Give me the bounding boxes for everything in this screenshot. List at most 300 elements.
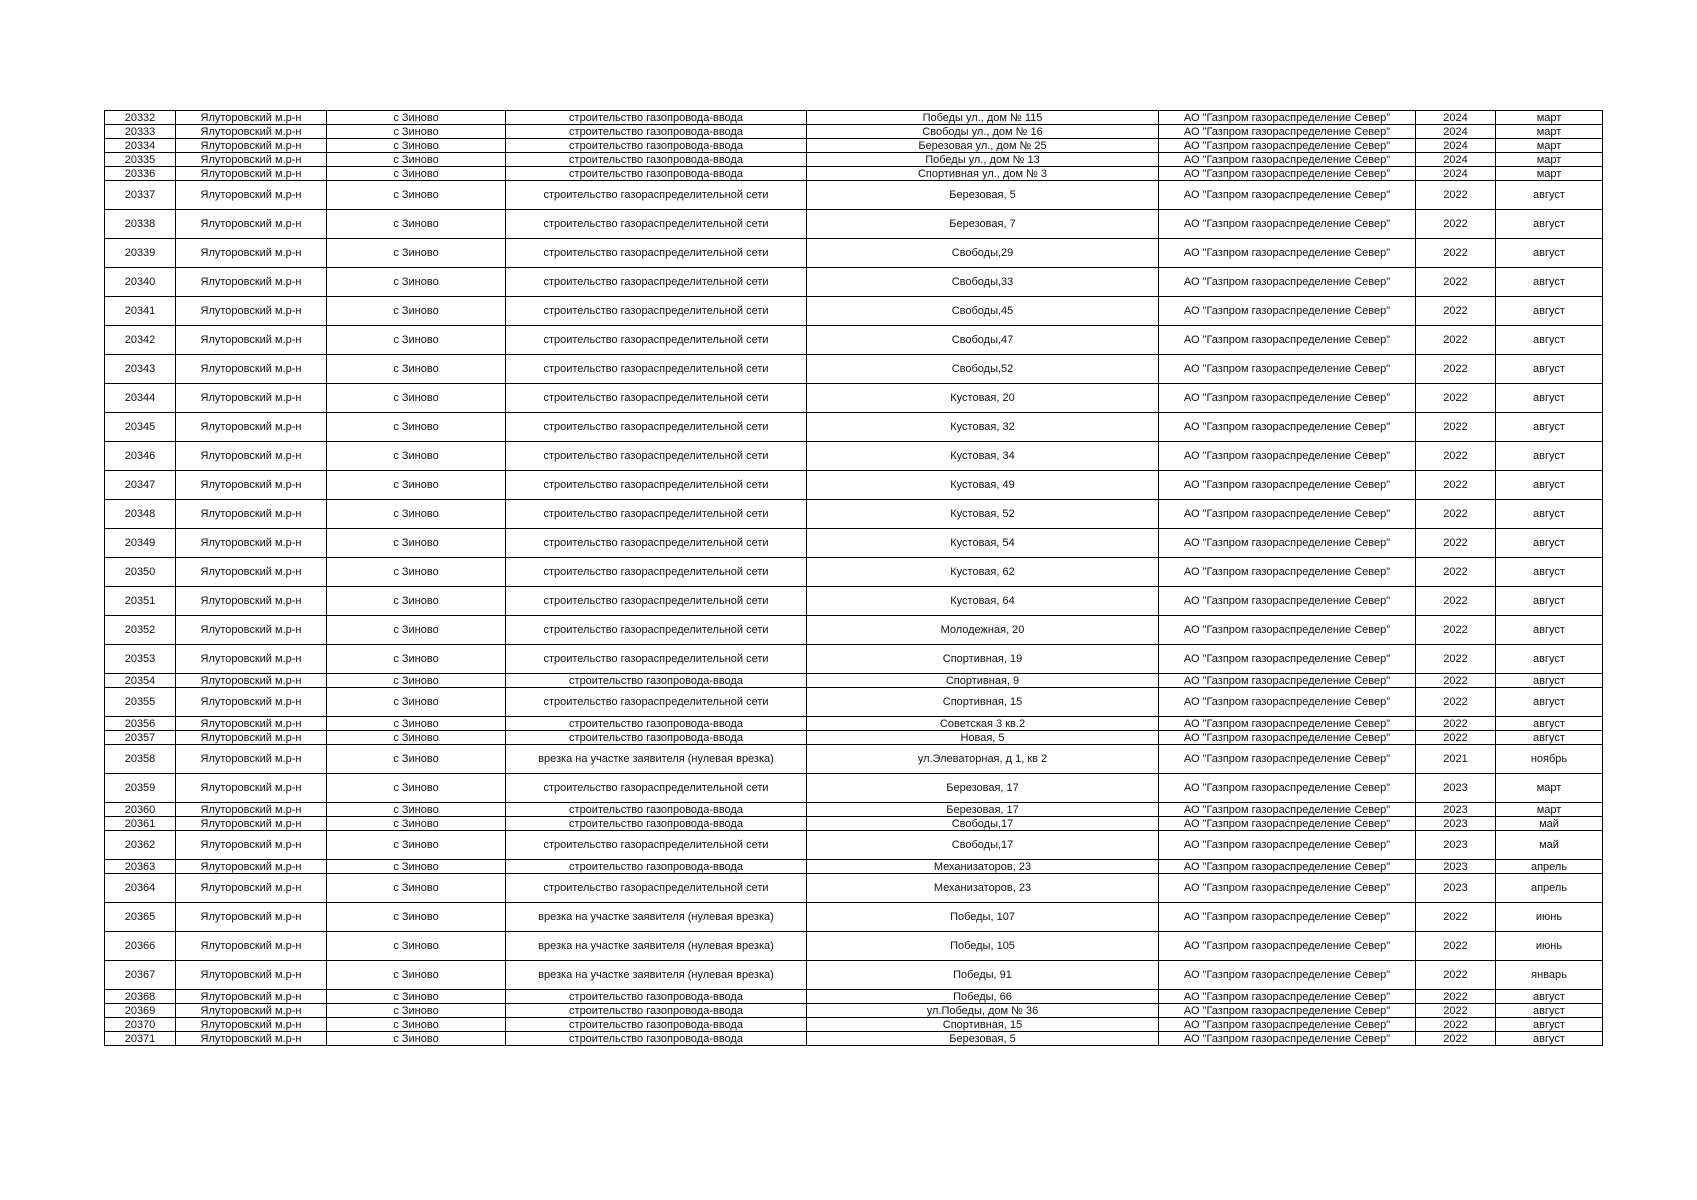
work-type-cell: строительство газораспределительной сети [506, 616, 807, 645]
work-type-cell: строительство газораспределительной сети [506, 326, 807, 355]
month-cell: март [1496, 125, 1603, 139]
locality-cell: с Зиново [327, 210, 506, 239]
record-id-cell: 20337 [105, 181, 176, 210]
locality-cell: с Зиново [327, 167, 506, 181]
address-cell: Новая, 5 [807, 731, 1159, 745]
locality-cell: с Зиново [327, 1018, 506, 1032]
work-type-cell: строительство газопровода-ввода [506, 803, 807, 817]
work-type-cell: строительство газораспределительной сети [506, 297, 807, 326]
district-cell: Ялуторовский м.р-н [176, 616, 327, 645]
month-cell: август [1496, 587, 1603, 616]
month-cell: август [1496, 1032, 1603, 1046]
district-cell: Ялуторовский м.р-н [176, 268, 327, 297]
organization-cell: АО "Газпром газораспределение Север" [1159, 587, 1416, 616]
address-cell: Победы, 91 [807, 961, 1159, 990]
locality-cell: с Зиново [327, 745, 506, 774]
locality-cell: с Зиново [327, 990, 506, 1004]
address-cell: Свободы,29 [807, 239, 1159, 268]
address-cell: Кустовая, 62 [807, 558, 1159, 587]
table-row [105, 384, 1603, 413]
work-type-cell: строительство газораспределительной сети [506, 500, 807, 529]
year-cell: 2022 [1416, 717, 1496, 731]
year-cell: 2022 [1416, 297, 1496, 326]
table-row [105, 874, 1603, 903]
table-row [105, 903, 1603, 932]
year-cell: 2022 [1416, 239, 1496, 268]
district-cell: Ялуторовский м.р-н [176, 326, 327, 355]
month-cell: август [1496, 181, 1603, 210]
month-cell: март [1496, 153, 1603, 167]
organization-cell: АО "Газпром газораспределение Север" [1159, 111, 1416, 125]
year-cell: 2021 [1416, 745, 1496, 774]
district-cell: Ялуторовский м.р-н [176, 831, 327, 860]
locality-cell: с Зиново [327, 674, 506, 688]
locality-cell: с Зиново [327, 803, 506, 817]
table-body [105, 111, 1603, 1046]
organization-cell: АО "Газпром газораспределение Север" [1159, 932, 1416, 961]
year-cell: 2023 [1416, 860, 1496, 874]
year-cell: 2023 [1416, 803, 1496, 817]
registry-table [104, 110, 1603, 1046]
work-type-cell: строительство газопровода-ввода [506, 990, 807, 1004]
table-row [105, 239, 1603, 268]
record-id-cell: 20349 [105, 529, 176, 558]
work-type-cell: строительство газопровода-ввода [506, 153, 807, 167]
work-type-cell: врезка на участке заявителя (нулевая врезка) [506, 745, 807, 774]
address-cell: Спортивная ул., дом № 3 [807, 167, 1159, 181]
district-cell: Ялуторовский м.р-н [176, 731, 327, 745]
address-cell: Победы, 107 [807, 903, 1159, 932]
district-cell: Ялуторовский м.р-н [176, 817, 327, 831]
table-row [105, 1032, 1603, 1046]
year-cell: 2022 [1416, 355, 1496, 384]
table-row [105, 860, 1603, 874]
organization-cell: АО "Газпром газораспределение Север" [1159, 167, 1416, 181]
work-type-cell: строительство газопровода-ввода [506, 860, 807, 874]
month-cell: август [1496, 268, 1603, 297]
year-cell: 2024 [1416, 125, 1496, 139]
record-id-cell: 20357 [105, 731, 176, 745]
work-type-cell: строительство газопровода-ввода [506, 167, 807, 181]
district-cell: Ялуторовский м.р-н [176, 1004, 327, 1018]
organization-cell: АО "Газпром газораспределение Север" [1159, 1032, 1416, 1046]
locality-cell: с Зиново [327, 860, 506, 874]
year-cell: 2022 [1416, 442, 1496, 471]
locality-cell: с Зиново [327, 817, 506, 831]
month-cell: январь [1496, 961, 1603, 990]
table-row [105, 181, 1603, 210]
record-id-cell: 20364 [105, 874, 176, 903]
table-row [105, 1004, 1603, 1018]
organization-cell: АО "Газпром газораспределение Север" [1159, 153, 1416, 167]
district-cell: Ялуторовский м.р-н [176, 125, 327, 139]
work-type-cell: строительство газораспределительной сети [506, 645, 807, 674]
record-id-cell: 20338 [105, 210, 176, 239]
record-id-cell: 20353 [105, 645, 176, 674]
month-cell: август [1496, 442, 1603, 471]
record-id-cell: 20370 [105, 1018, 176, 1032]
month-cell: август [1496, 645, 1603, 674]
address-cell: Победы, 105 [807, 932, 1159, 961]
year-cell: 2022 [1416, 500, 1496, 529]
work-type-cell: строительство газораспределительной сети [506, 442, 807, 471]
record-id-cell: 20347 [105, 471, 176, 500]
organization-cell: АО "Газпром газораспределение Север" [1159, 961, 1416, 990]
organization-cell: АО "Газпром газораспределение Север" [1159, 731, 1416, 745]
locality-cell: с Зиново [327, 111, 506, 125]
locality-cell: с Зиново [327, 239, 506, 268]
locality-cell: с Зиново [327, 268, 506, 297]
table-row [105, 587, 1603, 616]
organization-cell: АО "Газпром газораспределение Север" [1159, 181, 1416, 210]
address-cell: Кустовая, 20 [807, 384, 1159, 413]
district-cell: Ялуторовский м.р-н [176, 442, 327, 471]
address-cell: Свободы,17 [807, 831, 1159, 860]
work-type-cell: строительство газопровода-ввода [506, 674, 807, 688]
month-cell: август [1496, 239, 1603, 268]
record-id-cell: 20335 [105, 153, 176, 167]
year-cell: 2022 [1416, 645, 1496, 674]
work-type-cell: строительство газораспределительной сети [506, 587, 807, 616]
month-cell: ноябрь [1496, 745, 1603, 774]
record-id-cell: 20348 [105, 500, 176, 529]
locality-cell: с Зиново [327, 731, 506, 745]
locality-cell: с Зиново [327, 442, 506, 471]
locality-cell: с Зиново [327, 153, 506, 167]
year-cell: 2022 [1416, 326, 1496, 355]
record-id-cell: 20358 [105, 745, 176, 774]
address-cell: Свободы,17 [807, 817, 1159, 831]
record-id-cell: 20334 [105, 139, 176, 153]
year-cell: 2022 [1416, 674, 1496, 688]
address-cell: Свободы,33 [807, 268, 1159, 297]
work-type-cell: строительство газораспределительной сети [506, 688, 807, 717]
record-id-cell: 20369 [105, 1004, 176, 1018]
month-cell: март [1496, 111, 1603, 125]
month-cell: март [1496, 774, 1603, 803]
district-cell: Ялуторовский м.р-н [176, 587, 327, 616]
organization-cell: АО "Газпром газораспределение Север" [1159, 355, 1416, 384]
district-cell: Ялуторовский м.р-н [176, 181, 327, 210]
address-cell: Березовая, 17 [807, 803, 1159, 817]
address-cell: Березовая, 5 [807, 181, 1159, 210]
record-id-cell: 20345 [105, 413, 176, 442]
month-cell: август [1496, 558, 1603, 587]
locality-cell: с Зиново [327, 326, 506, 355]
address-cell: Березовая ул., дом № 25 [807, 139, 1159, 153]
work-type-cell: врезка на участке заявителя (нулевая врезка) [506, 932, 807, 961]
work-type-cell: строительство газораспределительной сети [506, 774, 807, 803]
organization-cell: АО "Газпром газораспределение Север" [1159, 903, 1416, 932]
organization-cell: АО "Газпром газораспределение Север" [1159, 471, 1416, 500]
record-id-cell: 20368 [105, 990, 176, 1004]
work-type-cell: строительство газопровода-ввода [506, 1032, 807, 1046]
work-type-cell: строительство газопровода-ввода [506, 731, 807, 745]
address-cell: Кустовая, 32 [807, 413, 1159, 442]
month-cell: август [1496, 1018, 1603, 1032]
year-cell: 2022 [1416, 268, 1496, 297]
organization-cell: АО "Газпром газораспределение Север" [1159, 326, 1416, 355]
locality-cell: с Зиново [327, 587, 506, 616]
locality-cell: с Зиново [327, 1004, 506, 1018]
locality-cell: с Зиново [327, 717, 506, 731]
locality-cell: с Зиново [327, 529, 506, 558]
organization-cell: АО "Газпром газораспределение Север" [1159, 774, 1416, 803]
year-cell: 2023 [1416, 831, 1496, 860]
work-type-cell: строительство газопровода-ввода [506, 125, 807, 139]
record-id-cell: 20356 [105, 717, 176, 731]
address-cell: Березовая, 5 [807, 1032, 1159, 1046]
locality-cell: с Зиново [327, 558, 506, 587]
table-row [105, 745, 1603, 774]
district-cell: Ялуторовский м.р-н [176, 688, 327, 717]
locality-cell: с Зиново [327, 874, 506, 903]
record-id-cell: 20336 [105, 167, 176, 181]
table-row [105, 297, 1603, 326]
month-cell: август [1496, 413, 1603, 442]
month-cell: август [1496, 1004, 1603, 1018]
table-row [105, 153, 1603, 167]
work-type-cell: строительство газораспределительной сети [506, 239, 807, 268]
month-cell: август [1496, 731, 1603, 745]
year-cell: 2022 [1416, 210, 1496, 239]
work-type-cell: строительство газопровода-ввода [506, 1018, 807, 1032]
district-cell: Ялуторовский м.р-н [176, 139, 327, 153]
district-cell: Ялуторовский м.р-н [176, 803, 327, 817]
record-id-cell: 20363 [105, 860, 176, 874]
address-cell: Победы ул., дом № 115 [807, 111, 1159, 125]
locality-cell: с Зиново [327, 384, 506, 413]
organization-cell: АО "Газпром газораспределение Север" [1159, 874, 1416, 903]
month-cell: август [1496, 688, 1603, 717]
year-cell: 2022 [1416, 990, 1496, 1004]
table-row [105, 831, 1603, 860]
year-cell: 2022 [1416, 1018, 1496, 1032]
year-cell: 2022 [1416, 903, 1496, 932]
district-cell: Ялуторовский м.р-н [176, 500, 327, 529]
year-cell: 2022 [1416, 932, 1496, 961]
organization-cell: АО "Газпром газораспределение Север" [1159, 239, 1416, 268]
year-cell: 2022 [1416, 1004, 1496, 1018]
locality-cell: с Зиново [327, 139, 506, 153]
work-type-cell: строительство газораспределительной сети [506, 355, 807, 384]
record-id-cell: 20359 [105, 774, 176, 803]
district-cell: Ялуторовский м.р-н [176, 1032, 327, 1046]
district-cell: Ялуторовский м.р-н [176, 239, 327, 268]
organization-cell: АО "Газпром газораспределение Север" [1159, 745, 1416, 774]
year-cell: 2022 [1416, 413, 1496, 442]
work-type-cell: строительство газопровода-ввода [506, 817, 807, 831]
locality-cell: с Зиново [327, 645, 506, 674]
organization-cell: АО "Газпром газораспределение Север" [1159, 268, 1416, 297]
year-cell: 2024 [1416, 111, 1496, 125]
work-type-cell: строительство газораспределительной сети [506, 268, 807, 297]
month-cell: апрель [1496, 860, 1603, 874]
work-type-cell: строительство газораспределительной сети [506, 831, 807, 860]
locality-cell: с Зиново [327, 774, 506, 803]
table-row [105, 990, 1603, 1004]
work-type-cell: строительство газораспределительной сети [506, 181, 807, 210]
address-cell: Победы, 66 [807, 990, 1159, 1004]
record-id-cell: 20344 [105, 384, 176, 413]
year-cell: 2024 [1416, 167, 1496, 181]
table-row [105, 139, 1603, 153]
address-cell: ул.Победы, дом № 36 [807, 1004, 1159, 1018]
record-id-cell: 20350 [105, 558, 176, 587]
table-row [105, 817, 1603, 831]
locality-cell: с Зиново [327, 961, 506, 990]
table-row [105, 355, 1603, 384]
table-row [105, 125, 1603, 139]
month-cell: март [1496, 167, 1603, 181]
address-cell: Кустовая, 49 [807, 471, 1159, 500]
address-cell: Спортивная, 9 [807, 674, 1159, 688]
district-cell: Ялуторовский м.р-н [176, 210, 327, 239]
year-cell: 2024 [1416, 153, 1496, 167]
month-cell: август [1496, 717, 1603, 731]
record-id-cell: 20339 [105, 239, 176, 268]
record-id-cell: 20367 [105, 961, 176, 990]
table-row [105, 932, 1603, 961]
year-cell: 2024 [1416, 139, 1496, 153]
month-cell: апрель [1496, 874, 1603, 903]
month-cell: август [1496, 210, 1603, 239]
address-cell: Механизаторов, 23 [807, 860, 1159, 874]
table-row [105, 645, 1603, 674]
table-row [105, 961, 1603, 990]
record-id-cell: 20355 [105, 688, 176, 717]
year-cell: 2022 [1416, 616, 1496, 645]
record-id-cell: 20360 [105, 803, 176, 817]
locality-cell: с Зиново [327, 500, 506, 529]
district-cell: Ялуторовский м.р-н [176, 111, 327, 125]
month-cell: август [1496, 529, 1603, 558]
district-cell: Ялуторовский м.р-н [176, 674, 327, 688]
organization-cell: АО "Газпром газораспределение Север" [1159, 616, 1416, 645]
month-cell: май [1496, 831, 1603, 860]
table-row [105, 558, 1603, 587]
locality-cell: с Зиново [327, 471, 506, 500]
work-type-cell: строительство газопровода-ввода [506, 1004, 807, 1018]
work-type-cell: врезка на участке заявителя (нулевая врезка) [506, 961, 807, 990]
table-row [105, 167, 1603, 181]
record-id-cell: 20351 [105, 587, 176, 616]
month-cell: август [1496, 674, 1603, 688]
table-row [105, 413, 1603, 442]
address-cell: Победы ул., дом № 13 [807, 153, 1159, 167]
table-row [105, 688, 1603, 717]
month-cell: август [1496, 471, 1603, 500]
district-cell: Ялуторовский м.р-н [176, 471, 327, 500]
table-row [105, 471, 1603, 500]
address-cell: Кустовая, 54 [807, 529, 1159, 558]
district-cell: Ялуторовский м.р-н [176, 558, 327, 587]
address-cell: Свободы,47 [807, 326, 1159, 355]
organization-cell: АО "Газпром газораспределение Север" [1159, 1018, 1416, 1032]
district-cell: Ялуторовский м.р-н [176, 297, 327, 326]
address-cell: Свободы,45 [807, 297, 1159, 326]
address-cell: Кустовая, 52 [807, 500, 1159, 529]
table-row [105, 500, 1603, 529]
organization-cell: АО "Газпром газораспределение Север" [1159, 500, 1416, 529]
work-type-cell: строительство газораспределительной сети [506, 529, 807, 558]
record-id-cell: 20340 [105, 268, 176, 297]
locality-cell: с Зиново [327, 688, 506, 717]
organization-cell: АО "Газпром газораспределение Север" [1159, 831, 1416, 860]
record-id-cell: 20362 [105, 831, 176, 860]
organization-cell: АО "Газпром газораспределение Север" [1159, 558, 1416, 587]
record-id-cell: 20352 [105, 616, 176, 645]
year-cell: 2022 [1416, 558, 1496, 587]
work-type-cell: строительство газораспределительной сети [506, 413, 807, 442]
address-cell: Советская 3 кв.2 [807, 717, 1159, 731]
table-row [105, 529, 1603, 558]
record-id-cell: 20341 [105, 297, 176, 326]
organization-cell: АО "Газпром газораспределение Север" [1159, 803, 1416, 817]
month-cell: май [1496, 817, 1603, 831]
organization-cell: АО "Газпром газораспределение Север" [1159, 210, 1416, 239]
table-row [105, 616, 1603, 645]
month-cell: июнь [1496, 932, 1603, 961]
district-cell: Ялуторовский м.р-н [176, 645, 327, 674]
district-cell: Ялуторовский м.р-н [176, 413, 327, 442]
district-cell: Ялуторовский м.р-н [176, 961, 327, 990]
address-cell: Свободы,52 [807, 355, 1159, 384]
locality-cell: с Зиново [327, 355, 506, 384]
work-type-cell: строительство газопровода-ввода [506, 717, 807, 731]
month-cell: август [1496, 384, 1603, 413]
locality-cell: с Зиново [327, 616, 506, 645]
locality-cell: с Зиново [327, 413, 506, 442]
address-cell: Свободы ул., дом № 16 [807, 125, 1159, 139]
district-cell: Ялуторовский м.р-н [176, 860, 327, 874]
district-cell: Ялуторовский м.р-н [176, 990, 327, 1004]
organization-cell: АО "Газпром газораспределение Север" [1159, 384, 1416, 413]
year-cell: 2023 [1416, 874, 1496, 903]
year-cell: 2022 [1416, 587, 1496, 616]
table-row [105, 210, 1603, 239]
month-cell: март [1496, 139, 1603, 153]
organization-cell: АО "Газпром газораспределение Север" [1159, 442, 1416, 471]
table-row [105, 717, 1603, 731]
year-cell: 2022 [1416, 529, 1496, 558]
district-cell: Ялуторовский м.р-н [176, 153, 327, 167]
work-type-cell: строительство газораспределительной сети [506, 471, 807, 500]
record-id-cell: 20332 [105, 111, 176, 125]
work-type-cell: строительство газораспределительной сети [506, 210, 807, 239]
address-cell: Кустовая, 34 [807, 442, 1159, 471]
month-cell: август [1496, 616, 1603, 645]
year-cell: 2022 [1416, 1032, 1496, 1046]
record-id-cell: 20361 [105, 817, 176, 831]
record-id-cell: 20365 [105, 903, 176, 932]
organization-cell: АО "Газпром газораспределение Север" [1159, 529, 1416, 558]
district-cell: Ялуторовский м.р-н [176, 717, 327, 731]
table-row [105, 674, 1603, 688]
record-id-cell: 20371 [105, 1032, 176, 1046]
year-cell: 2022 [1416, 961, 1496, 990]
locality-cell: с Зиново [327, 125, 506, 139]
work-type-cell: строительство газопровода-ввода [506, 111, 807, 125]
month-cell: август [1496, 355, 1603, 384]
year-cell: 2022 [1416, 688, 1496, 717]
work-type-cell: строительство газораспределительной сети [506, 558, 807, 587]
district-cell: Ялуторовский м.р-н [176, 774, 327, 803]
organization-cell: АО "Газпром газораспределение Север" [1159, 717, 1416, 731]
table-row [105, 803, 1603, 817]
table-row [105, 1018, 1603, 1032]
table-row [105, 111, 1603, 125]
